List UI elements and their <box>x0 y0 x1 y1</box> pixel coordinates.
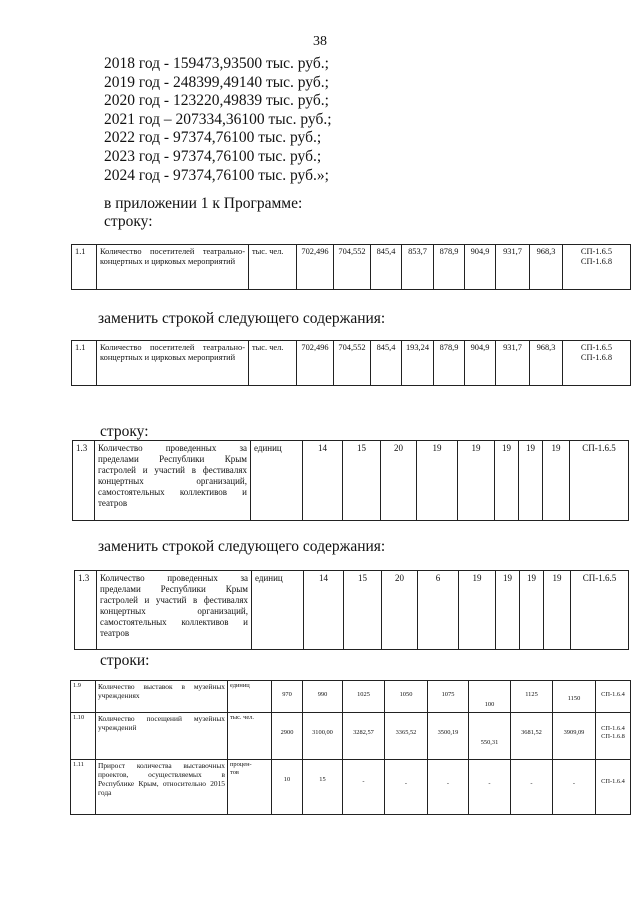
label-rows: строки: <box>100 652 150 669</box>
value-2020: 3282,57 <box>343 713 385 760</box>
value-2023: 904,9 <box>465 245 496 290</box>
value-2023: 550,31 <box>469 713 511 760</box>
value-2021: 853,7 <box>402 245 434 290</box>
value-2024: 19 <box>519 441 543 521</box>
value-2025: 968,3 <box>530 245 563 290</box>
table-row <box>72 341 631 386</box>
unit: тыс. чел. <box>228 713 272 760</box>
value-2018: 970 <box>272 681 303 713</box>
table-1-3-old <box>72 440 629 521</box>
value-2018: 2900 <box>272 713 303 760</box>
label-replace-2: заменить строкой следующего содержания: <box>98 538 386 555</box>
value-2025: 19 <box>543 441 570 521</box>
row-number: 1.1 <box>72 341 97 386</box>
row-number: 1.1 <box>72 245 97 290</box>
value-2024: 931,7 <box>496 341 530 386</box>
row-number: 1.11 <box>71 760 96 815</box>
program-code: СП-1.6.4 <box>596 681 631 713</box>
value-2018: 10 <box>272 760 303 815</box>
value-2018: 702,496 <box>297 245 334 290</box>
label-row: строку: <box>104 213 153 230</box>
value-2021: 3365,52 <box>385 713 428 760</box>
program-code: СП-1.6.5 <box>571 571 629 650</box>
program-code: СП-1.6.4 СП-1.6.8 <box>596 713 631 760</box>
row-number: 1.3 <box>75 571 97 650</box>
table-row <box>73 441 629 521</box>
value-2023: 904,9 <box>465 341 496 386</box>
value-2022: 19 <box>459 571 496 650</box>
program-code: СП-1.6.5 <box>570 441 629 521</box>
value-2020: 845,4 <box>371 245 402 290</box>
value-2021: - <box>385 760 428 815</box>
unit: единиц <box>251 441 303 521</box>
value-2023: - <box>469 760 511 815</box>
value-2022: 3500,19 <box>428 713 469 760</box>
value-2023: 19 <box>495 441 519 521</box>
budget-year-2022: 2022 год - 97374,76100 тыс. руб.; <box>104 129 322 147</box>
value-2025: 968,3 <box>530 341 563 386</box>
budget-year-2021: 2021 год – 207334,36100 тыс. руб.; <box>104 110 332 128</box>
value-2020: - <box>343 760 385 815</box>
value-2020: 20 <box>382 571 418 650</box>
indicator-name: Количество выставок в музейных учреждениях <box>96 681 228 713</box>
label-row-lower: строку: <box>100 423 149 440</box>
program-code: СП-1.6.4 <box>596 760 631 815</box>
unit: процен- тов <box>228 760 272 815</box>
indicator-name: Количество посетителей театрально-концертных и цирковых мероприятий <box>97 341 249 386</box>
value-2018: 14 <box>303 441 343 521</box>
table-row <box>75 571 629 650</box>
value-2019: 704,552 <box>334 245 371 290</box>
value-2023: 19 <box>496 571 520 650</box>
value-2022: 1075 <box>428 681 469 713</box>
value-2021: 193,24 <box>402 341 434 386</box>
row-number: 1.9 <box>71 681 96 713</box>
value-2024: 3681,52 <box>511 713 553 760</box>
value-2025: - <box>553 760 596 815</box>
row-number: 1.3 <box>73 441 95 521</box>
program-code: СП-1.6.5 СП-1.6.8 <box>563 341 631 386</box>
table-1-1-new <box>71 340 631 386</box>
table-row <box>71 713 631 760</box>
program-code: СП-1.6.5 СП-1.6.8 <box>563 245 631 290</box>
table-1-1-old <box>71 244 631 290</box>
value-2020: 845,4 <box>371 341 402 386</box>
indicator-name: Количество проведенных за пределами Республики Крым гастролей и участий в фестивалях концертных организаций, самостоятельных коллективов и театров <box>95 441 251 521</box>
value-2024: 19 <box>520 571 544 650</box>
value-2019: 3100,00 <box>303 713 343 760</box>
budget-year-2024: 2024 год - 97374,76100 тыс. руб.»; <box>104 166 329 184</box>
budget-year-2018: 2018 год - 159473,93500 тыс. руб.; <box>104 55 329 72</box>
page-number: 38 <box>313 34 327 49</box>
row-number: 1.10 <box>71 713 96 760</box>
budget-year-lines <box>104 55 332 185</box>
value-2023: 100 <box>469 681 511 713</box>
value-2025: 3909,09 <box>553 713 596 760</box>
value-2024: 931,7 <box>496 245 530 290</box>
value-2019: 704,552 <box>334 341 371 386</box>
value-2019: 990 <box>303 681 343 713</box>
indicator-name: Прирост количества выставочных проектов, осуществляемых в Республике Крым, относительно 2015 года <box>96 760 228 815</box>
budget-year-2023: 2023 год - 97374,76100 тыс. руб.; <box>104 147 322 165</box>
value-2020: 20 <box>381 441 417 521</box>
value-2024: - <box>511 760 553 815</box>
unit: единиц <box>228 681 272 713</box>
budget-year-2020: 2020 год - 123220,49839 тыс. руб.; <box>104 92 329 110</box>
unit: тыс. чел. <box>249 245 297 290</box>
value-2021: 1050 <box>385 681 428 713</box>
table-row <box>71 760 631 815</box>
appendix-intro: в приложении 1 к Программе: <box>104 195 303 212</box>
indicator-name: Количество проведенных за пределами Республики Крым гастролей и участий в фестивалях концертных организаций, самостоятельных коллективов и театров <box>97 571 252 650</box>
value-2022: - <box>428 760 469 815</box>
value-2019: 15 <box>344 571 382 650</box>
indicator-name: Количество посетителей театрально-концертных и цирковых мероприятий <box>97 245 249 290</box>
value-2022: 878,9 <box>434 341 465 386</box>
value-2025: 19 <box>544 571 571 650</box>
value-2025: 1150 <box>553 681 596 713</box>
budget-year-2019: 2019 год - 248399,49140 тыс. руб.; <box>104 73 329 91</box>
value-2019: 15 <box>303 760 343 815</box>
unit: тыс. чел. <box>249 341 297 386</box>
value-2019: 15 <box>343 441 381 521</box>
unit: единиц <box>252 571 304 650</box>
value-2020: 1025 <box>343 681 385 713</box>
value-2024: 1125 <box>511 681 553 713</box>
indicator-name: Количество посещений музейных учреждений <box>96 713 228 760</box>
table-1-3-new <box>74 570 629 650</box>
value-2018: 702,496 <box>297 341 334 386</box>
value-2018: 14 <box>304 571 344 650</box>
table-museum <box>70 680 631 815</box>
label-replace: заменить строкой следующего содержания: <box>98 310 386 327</box>
value-2022: 19 <box>458 441 495 521</box>
value-2021: 19 <box>417 441 458 521</box>
value-2021: 6 <box>418 571 459 650</box>
value-2022: 878,9 <box>434 245 465 290</box>
table-row <box>71 681 631 713</box>
table-row <box>72 245 631 290</box>
